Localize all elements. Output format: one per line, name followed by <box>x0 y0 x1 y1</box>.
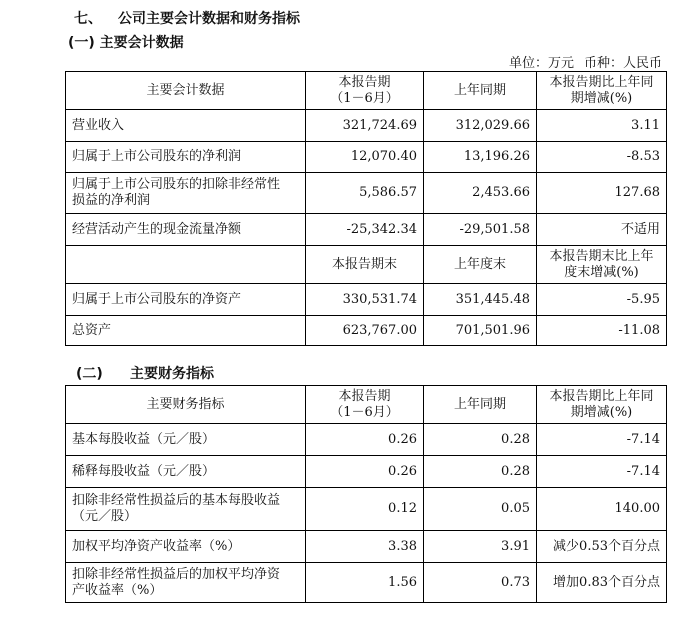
header-cell <box>537 386 667 424</box>
prior-value: 0.73 <box>424 563 537 603</box>
empty-cell <box>66 246 306 284</box>
current-value: 330,531.74 <box>306 284 424 316</box>
header-cell: 本报告期末 <box>306 246 424 284</box>
table-row <box>66 563 667 603</box>
current-value: 12,070.40 <box>306 142 424 173</box>
prior-value: 0.05 <box>424 488 537 531</box>
change-value: 增加0.83个百分点 <box>537 563 667 603</box>
table-row <box>66 214 667 246</box>
prior-value: 2,453.66 <box>424 173 537 214</box>
current-value: 0.26 <box>306 456 424 488</box>
row-label <box>66 488 306 531</box>
section-title: 公司主要会计数据和财务指标 <box>118 11 300 27</box>
unit-label: 单位：万元 <box>508 56 574 71</box>
change-value: -11.08 <box>537 316 667 346</box>
change-value: 127.68 <box>537 173 667 214</box>
change-value: 140.00 <box>537 488 667 531</box>
change-value: -7.14 <box>537 424 667 456</box>
header-line: 期增减(%) <box>570 404 633 420</box>
row-label-line: （元／股） <box>72 509 138 524</box>
table-row <box>66 424 667 456</box>
change-value: 3.11 <box>537 110 667 142</box>
change-value: -5.95 <box>537 284 667 316</box>
header-line: 期增减(%) <box>570 90 633 106</box>
table-row <box>66 488 667 531</box>
row-label <box>66 173 306 214</box>
current-value: 3.38 <box>306 531 424 563</box>
part2-number: (二) <box>76 366 103 382</box>
row-label-line: 归属于上市公司股东的扣除非经常性 <box>72 177 281 192</box>
header-line: 度末增减(%) <box>564 264 639 280</box>
header-line: 本报告期末比上年 <box>549 248 654 264</box>
table-row <box>66 110 667 142</box>
header-cell: 上年同期 <box>424 72 537 110</box>
table-row <box>66 173 667 214</box>
change-value: -7.14 <box>537 456 667 488</box>
table-row <box>66 142 667 173</box>
prior-value: 351,445.48 <box>424 284 537 316</box>
current-value: 321,724.69 <box>306 110 424 142</box>
table-row <box>66 531 667 563</box>
accounting-data-table <box>65 71 667 346</box>
header-cell <box>306 386 424 424</box>
header-line: （1－6月） <box>330 90 399 106</box>
row-label: 归属于上市公司股东的净利润 <box>66 142 306 173</box>
unit-note <box>499 52 662 71</box>
row-label-line: 扣除非经常性损益后的基本每股收益 <box>72 493 281 508</box>
header-cell: 主要财务指标 <box>66 386 306 424</box>
header-cell <box>537 72 667 110</box>
row-label: 基本每股收益（元／股） <box>66 424 306 456</box>
change-value: 不适用 <box>537 214 667 246</box>
header-line: （1－6月） <box>330 404 399 420</box>
table-header-row <box>66 72 667 110</box>
table-row <box>66 284 667 316</box>
part2-title: 主要财务指标 <box>130 366 214 382</box>
row-label-line: 产收益率（%） <box>72 582 163 598</box>
current-value: 623,767.00 <box>306 316 424 346</box>
prior-value: 0.28 <box>424 456 537 488</box>
change-value: -8.53 <box>537 142 667 173</box>
change-value: 减少0.53个百分点 <box>537 531 667 563</box>
row-label: 稀释每股收益（元／股） <box>66 456 306 488</box>
currency-label: 币种：人民币 <box>583 56 662 71</box>
table-row <box>66 456 667 488</box>
row-label: 加权平均净资产收益率（%） <box>66 531 306 563</box>
header-line: 本报告期比上年同 <box>549 74 654 90</box>
header-line: 本报告期 <box>338 74 391 90</box>
header-cell <box>537 246 667 284</box>
prior-value: 0.28 <box>424 424 537 456</box>
row-label: 归属于上市公司股东的净资产 <box>66 284 306 316</box>
section-number: 七、 <box>74 11 102 27</box>
current-value: -25,342.34 <box>306 214 424 246</box>
row-label-line: 扣除非经常性损益后的加权平均净资 <box>72 566 281 582</box>
current-value: 1.56 <box>306 563 424 603</box>
row-label: 总资产 <box>66 316 306 346</box>
section-heading <box>74 8 300 28</box>
prior-value: 13,196.26 <box>424 142 537 173</box>
current-value: 5,586.57 <box>306 173 424 214</box>
current-value: 0.12 <box>306 488 424 531</box>
prior-value: 312,029.66 <box>424 110 537 142</box>
table-row <box>66 316 667 346</box>
row-label: 营业收入 <box>66 110 306 142</box>
current-value: 0.26 <box>306 424 424 456</box>
financial-indicators-table <box>65 385 667 603</box>
prior-value: 701,501.96 <box>424 316 537 346</box>
row-label: 经营活动产生的现金流量净额 <box>66 214 306 246</box>
header-cell: 上年度末 <box>424 246 537 284</box>
header-line: 本报告期 <box>338 388 391 404</box>
part2-heading <box>76 363 214 383</box>
part1-heading: (一) 主要会计数据 <box>68 35 184 51</box>
header-cell <box>306 72 424 110</box>
header-line: 本报告期比上年同 <box>549 388 654 404</box>
table-header-row <box>66 386 667 424</box>
header-cell: 主要会计数据 <box>66 72 306 110</box>
table-subheader-row <box>66 246 667 284</box>
row-label-line: 损益的净利润 <box>72 193 151 208</box>
prior-value: 3.91 <box>424 531 537 563</box>
header-cell: 上年同期 <box>424 386 537 424</box>
prior-value: -29,501.58 <box>424 214 537 246</box>
row-label <box>66 563 306 603</box>
